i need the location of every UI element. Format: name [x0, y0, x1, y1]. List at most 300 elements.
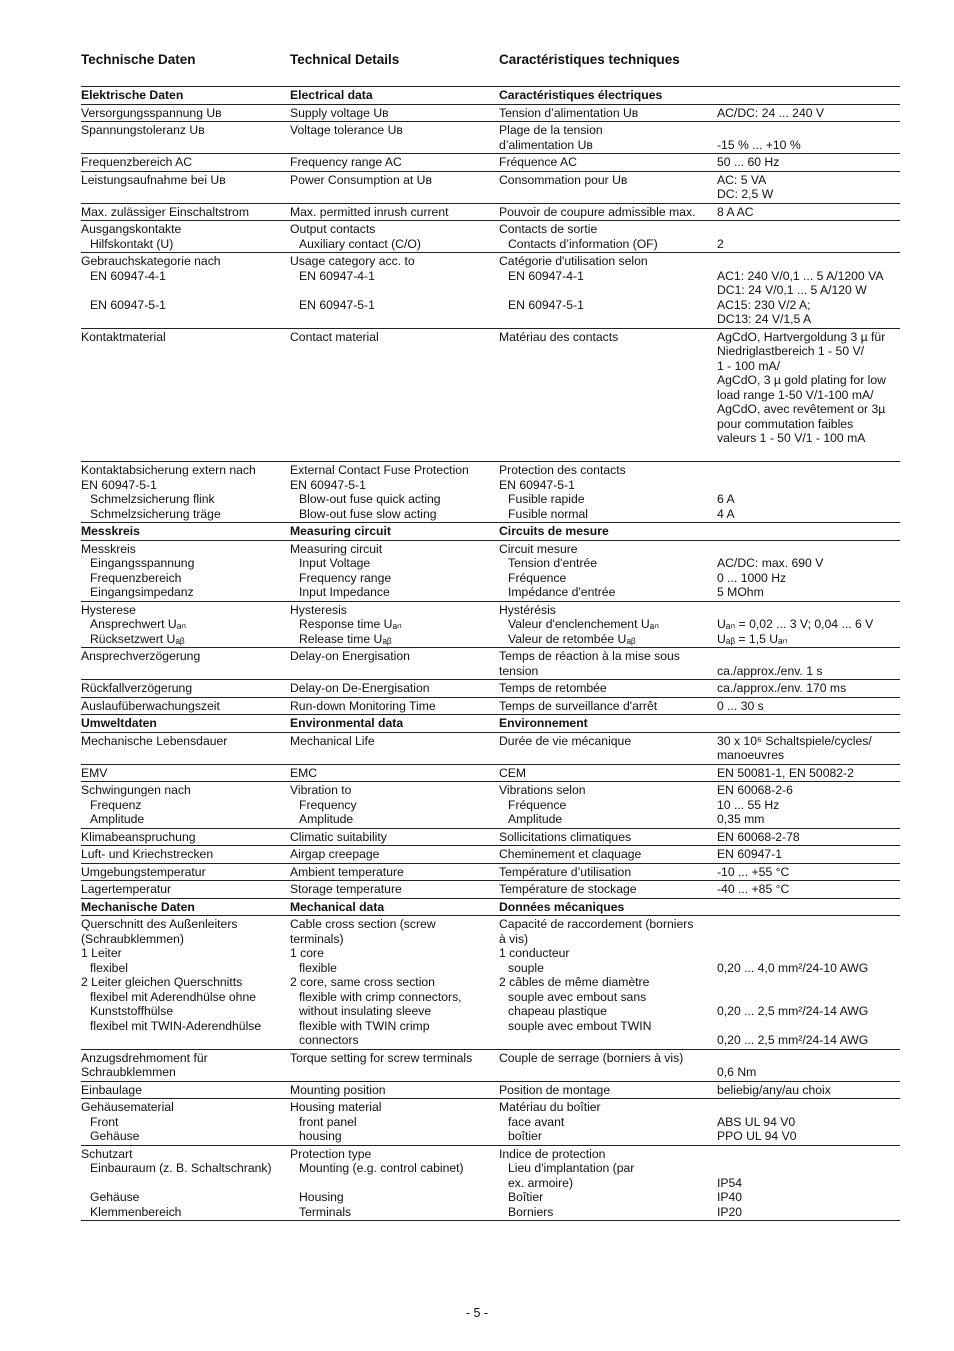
cell-line: Tension d'entrée	[508, 556, 598, 570]
cell-line: ca./approx./env. 170 ms	[717, 681, 847, 695]
cell-value	[717, 648, 900, 680]
table-row	[81, 846, 900, 864]
table-row	[81, 540, 900, 601]
cell-line: AgCdO, Hartvergoldung 3 µ für	[717, 329, 886, 344]
cell-fr	[499, 916, 717, 1050]
cell-line: Sollicitations climatiques	[499, 829, 632, 844]
cell-line: 0,35 mm	[717, 812, 765, 826]
cell-line: Couple de serrage (borniers à vis)	[499, 1050, 684, 1065]
cell-line: Torque setting for screw terminals	[290, 1050, 473, 1065]
cell-fr	[499, 122, 717, 154]
cell-value	[717, 203, 900, 221]
cell-line: Temps de surveillance d'arrêt	[499, 698, 658, 713]
cell-line	[717, 716, 900, 731]
cell-value	[717, 540, 900, 601]
cell-line: 0,20 ... 2,5 mm²/24-14 AWG	[717, 1033, 869, 1047]
cell-fr	[499, 1049, 717, 1081]
cell-line: Gebrauchskategorie nach	[81, 254, 221, 268]
cell-line: souple	[508, 960, 544, 975]
cell-line: Spannungstoleranz Uʙ	[81, 123, 205, 137]
cell-en	[290, 462, 499, 523]
table-row	[81, 680, 900, 698]
table-row	[81, 881, 900, 899]
cell-value	[717, 697, 900, 715]
cell-line	[717, 932, 900, 947]
cell-line: 0,6 Nm	[717, 1065, 757, 1079]
cell-line: 2 câbles de même diamètre	[499, 975, 650, 989]
cell-line: Mechanical Life	[290, 733, 375, 748]
cell-line	[717, 524, 900, 539]
cell-line: EN 60947-4-1	[299, 268, 375, 283]
cell-line: Auslaufüberwachungszeit	[81, 698, 220, 713]
cell-line	[717, 254, 900, 269]
cell-de	[81, 916, 290, 1050]
table-row	[81, 221, 900, 253]
cell-line: Frequenzbereich AC	[81, 155, 193, 169]
cell-line: Electrical data	[290, 88, 373, 102]
cell-line: Response time Uₐₙ	[299, 617, 402, 631]
cell-line: chapeau plastique	[508, 1004, 607, 1018]
cell-line: Gehäusematerial	[81, 1100, 174, 1114]
cell-de	[81, 122, 290, 154]
cell-en	[290, 680, 499, 698]
cell-line: EN 60947-4-1	[508, 268, 584, 283]
cell-line	[290, 283, 499, 298]
cell-fr	[499, 171, 717, 203]
cell-de	[81, 253, 290, 329]
cell-line	[717, 1051, 900, 1066]
cell-fr	[499, 462, 717, 523]
cell-line: 2 core, same cross section	[290, 975, 435, 989]
cell-value	[717, 328, 900, 462]
cell-line	[717, 123, 900, 138]
cell-fr	[499, 1081, 717, 1099]
cell-line	[717, 1100, 900, 1115]
cell-de	[81, 782, 290, 829]
cell-line: Frequency	[299, 797, 357, 812]
cell-line: Frequenzbereich	[90, 570, 182, 585]
table-row	[81, 328, 900, 462]
cell-line	[717, 1161, 900, 1176]
cell-line: DC: 2,5 W	[717, 187, 774, 201]
cell-line: 2 Leiter gleichen Querschnitts	[81, 975, 243, 989]
cell-de	[81, 881, 290, 899]
cell-line: 2	[717, 236, 724, 251]
cell-de	[81, 1145, 290, 1221]
section-row	[81, 715, 900, 733]
cell-line: ca./approx./env. 1 s	[717, 663, 823, 678]
cell-line: manoeuvres	[717, 748, 785, 762]
cell-line	[717, 975, 900, 990]
page-number: - 5 -	[465, 1306, 489, 1320]
table-row	[81, 1081, 900, 1099]
cell-line: Umgebungstemperatur	[81, 864, 206, 879]
cell-value	[717, 898, 900, 916]
cell-line: souple avec embout sans	[508, 989, 647, 1004]
cell-line: d’alimentation Uʙ	[499, 137, 593, 152]
cell-line: Auxiliary contact (C/O)	[299, 236, 421, 251]
cell-line	[717, 900, 900, 915]
cell-line: EN 60947-5-1	[81, 477, 157, 492]
cell-line: IP54	[717, 1175, 743, 1190]
cell-line: Ambient temperature	[290, 864, 404, 879]
cell-line: Messkreis	[81, 541, 136, 556]
cell-line: Pouvoir de coupure admissible max.	[499, 204, 696, 219]
cell-line: Mechanische Lebensdauer	[81, 733, 228, 748]
cell-line: 1 conducteur	[499, 946, 570, 960]
cell-line: Amplitude	[90, 812, 145, 826]
cell-line: Schwingungen nach	[81, 783, 191, 797]
cell-en	[290, 523, 499, 541]
cell-fr	[499, 648, 717, 680]
cell-fr	[499, 782, 717, 829]
cell-line: Schutzart	[81, 1146, 133, 1161]
cell-line: Fusible normal	[508, 506, 588, 521]
cell-line: Matériau du boîtier	[499, 1100, 601, 1114]
cell-fr	[499, 328, 717, 462]
cell-line: load range 1-50 V/1-100 mA/	[717, 387, 874, 402]
table-row	[81, 122, 900, 154]
cell-line: Circuits de mesure	[499, 524, 609, 538]
table-row	[81, 171, 900, 203]
table-row	[81, 648, 900, 680]
cell-line: Input Voltage	[299, 556, 371, 570]
table-row	[81, 764, 900, 782]
cell-en	[290, 601, 499, 648]
cell-line: Vibration to	[290, 783, 352, 797]
cell-en	[290, 540, 499, 601]
cell-line: Schmelzsicherung träge	[90, 506, 221, 521]
cell-line: Kunststoffhülse	[90, 1004, 174, 1018]
cell-en	[290, 1145, 499, 1221]
cell-line: Einbaulage	[81, 1082, 142, 1097]
cell-line: CEM	[499, 765, 527, 780]
cell-line: Airgap creepage	[290, 847, 380, 861]
technical-data-table	[81, 86, 900, 1221]
cell-line: Delay-on Energisation	[290, 649, 410, 663]
section-row	[81, 87, 900, 105]
cell-line: pour commutation faibles	[717, 416, 854, 431]
cell-line: Durée de vie mécanique	[499, 733, 632, 748]
cell-line: tension	[499, 663, 539, 678]
cell-line: EN 60947-5-1	[508, 297, 584, 312]
cell-value	[717, 782, 900, 829]
cell-value	[717, 732, 900, 764]
cell-value	[717, 601, 900, 648]
cell-line: Messkreis	[81, 524, 140, 538]
cell-line: 8 A AC	[717, 204, 754, 219]
cell-line: AC/DC: max. 690 V	[717, 556, 824, 570]
cell-line: Frequenz	[90, 797, 142, 812]
cell-en	[290, 881, 499, 899]
cell-line: PPO UL 94 V0	[717, 1129, 797, 1143]
cell-fr	[499, 863, 717, 881]
cell-line: Umweltdaten	[81, 716, 157, 730]
cell-line: Circuit mesure	[499, 541, 578, 556]
cell-line: Contact material	[290, 329, 379, 344]
cell-line: EN 60068-2-6	[717, 783, 793, 797]
cell-line: 50 ... 60 Hz	[717, 155, 780, 169]
cell-line: EMC	[290, 765, 318, 780]
cell-value	[717, 1049, 900, 1081]
cell-fr	[499, 715, 717, 733]
cell-line: Température d’utilisation	[499, 864, 632, 879]
cell-line: souple avec embout TWIN	[508, 1018, 652, 1033]
cell-line: DC1: 24 V/0,1 ... 5 A/120 W	[717, 283, 867, 297]
cell-line: Rückfallverzögerung	[81, 681, 193, 695]
cell-de	[81, 680, 290, 698]
cell-en	[290, 1049, 499, 1081]
cell-line: 4 A	[717, 506, 735, 521]
cell-line: Boîtier	[508, 1190, 544, 1204]
cell-fr	[499, 221, 717, 253]
cell-de	[81, 462, 290, 523]
cell-line: Klemmenbereich	[90, 1204, 182, 1219]
cell-en	[290, 104, 499, 122]
cell-line: Usage category acc. to	[290, 254, 415, 268]
cell-de	[81, 863, 290, 881]
cell-line: Uₐᵦ = 1,5 Uₐₙ	[717, 631, 788, 646]
section-row	[81, 523, 900, 541]
cell-line: Données mécaniques	[499, 899, 625, 914]
cell-line: 10 ... 55 Hz	[717, 797, 780, 812]
cell-line: Querschnitt des Außenleiters	[81, 917, 238, 931]
cell-line: EN 60947-5-1	[90, 297, 166, 312]
cell-value	[717, 122, 900, 154]
cell-line: boîtier	[508, 1129, 542, 1143]
cell-en	[290, 697, 499, 715]
cell-line: Hysterese	[81, 602, 136, 617]
cell-fr	[499, 732, 717, 764]
cell-line: 1 Leiter	[81, 946, 122, 960]
cell-line: Consommation pour Uʙ	[499, 172, 628, 187]
cell-de	[81, 828, 290, 846]
cell-line: Schmelzsicherung flink	[90, 492, 215, 506]
cell-line: EN 60947-5-1	[299, 297, 375, 312]
cell-de	[81, 764, 290, 782]
cell-line: Leistungsaufnahme bei Uʙ	[81, 172, 226, 187]
cell-line: AgCdO, avec revêtement or 3µ	[717, 402, 886, 416]
cell-en	[290, 203, 499, 221]
cell-line: Gehäuse	[90, 1129, 140, 1143]
table-row	[81, 697, 900, 715]
cell-line: Catégorie d'utilisation selon	[499, 254, 648, 268]
table-row	[81, 1049, 900, 1081]
cell-line: Température de stockage	[499, 882, 637, 896]
cell-de	[81, 171, 290, 203]
table-row	[81, 1145, 900, 1221]
cell-de	[81, 898, 290, 916]
cell-line: AC15: 230 V/2 A;	[717, 297, 811, 312]
cell-line: Contacts de sortie	[499, 222, 598, 236]
cell-de	[81, 732, 290, 764]
cell-line: -15 % ... +10 %	[717, 137, 801, 152]
cell-line	[717, 478, 900, 493]
cell-line: Release time Uₐᵦ	[299, 631, 392, 646]
cell-line: connectors	[299, 1033, 359, 1047]
cell-line: Klimabeanspruchung	[81, 829, 196, 844]
cell-line: Hilfskontakt (U)	[90, 236, 174, 251]
cell-value	[717, 221, 900, 253]
cell-value	[717, 916, 900, 1050]
cell-line: AgCdO, 3 µ gold plating for low	[717, 373, 886, 387]
table-row	[81, 154, 900, 172]
table-row	[81, 462, 900, 523]
cell-line: IP20	[717, 1204, 743, 1219]
cell-line: Run-down Monitoring Time	[290, 698, 436, 713]
cell-line	[717, 446, 900, 461]
cell-de	[81, 328, 290, 462]
cell-value	[717, 680, 900, 698]
cell-line	[81, 283, 290, 298]
cell-line	[717, 603, 900, 618]
cell-en	[290, 715, 499, 733]
cell-fr	[499, 253, 717, 329]
cell-line: Cheminement et claquage	[499, 847, 642, 861]
cell-line: Tension d’alimentation Uʙ	[499, 105, 639, 120]
cell-line: ex. armoire)	[508, 1175, 574, 1190]
cell-line: Hystérésis	[499, 602, 556, 617]
cell-value	[717, 846, 900, 864]
cell-line: Output contacts	[290, 222, 376, 236]
cell-line: Einbauraum (z. B. Schaltschrank)	[90, 1161, 272, 1175]
cell-line: ABS UL 94 V0	[717, 1114, 796, 1129]
cell-en	[290, 782, 499, 829]
cell-line: Uₐₙ = 0,02 ... 3 V; 0,04 ... 6 V	[717, 617, 874, 631]
cell-fr	[499, 697, 717, 715]
cell-line: 0 ... 1000 Hz	[717, 570, 787, 585]
cell-line: -40 ... +85 °C	[717, 882, 790, 896]
cell-line: AC/DC: 24 ... 240 V	[717, 105, 825, 120]
cell-line: Fréquence AC	[499, 155, 577, 169]
cell-line: Housing	[299, 1190, 344, 1204]
cell-en	[290, 87, 499, 105]
cell-value	[717, 863, 900, 881]
table-row	[81, 1099, 900, 1146]
cell-line: flexible with crimp connectors,	[299, 989, 462, 1004]
cell-line: Position de montage	[499, 1082, 611, 1097]
cell-value	[717, 523, 900, 541]
cell-value	[717, 828, 900, 846]
cell-line: 5 MOhm	[717, 585, 764, 599]
cell-line: Ansprechverzögerung	[81, 649, 201, 663]
cell-line: External Contact Fuse Protection	[290, 463, 469, 477]
cell-en	[290, 1081, 499, 1099]
cell-line: Ausgangskontakte	[81, 222, 182, 236]
cell-line: EN 60947-4-1	[90, 268, 166, 283]
cell-line: Protection type	[290, 1146, 372, 1161]
cell-line: Ansprechwert Uₐₙ	[90, 617, 187, 631]
cell-line: EMV	[81, 765, 108, 780]
cell-fr	[499, 540, 717, 601]
cell-line: Contacts d’information (OF)	[508, 236, 658, 251]
table-row	[81, 782, 900, 829]
cell-line: Environnement	[499, 716, 588, 730]
cell-line: -10 ... +55 °C	[717, 864, 790, 879]
cell-line	[717, 649, 900, 664]
cell-fr	[499, 881, 717, 899]
cell-fr	[499, 1145, 717, 1221]
cell-line: Cable cross section (screw	[290, 917, 436, 931]
cell-fr	[499, 764, 717, 782]
header-en: Technical Details	[290, 52, 400, 67]
cell-de	[81, 601, 290, 648]
cell-de	[81, 715, 290, 733]
cell-line: Blow-out fuse slow acting	[299, 506, 437, 521]
cell-de	[81, 846, 290, 864]
cell-line: Caractéristiques électriques	[499, 88, 663, 102]
cell-line: Lieu d'implantation (par	[508, 1161, 635, 1175]
cell-line: Blow-out fuse quick acting	[299, 492, 441, 506]
cell-line: Valeur de retombée Uₐᵦ	[508, 631, 636, 646]
cell-line: Fréquence	[508, 570, 567, 585]
cell-line: Voltage tolerance Uʙ	[290, 123, 403, 137]
cell-line: Temps de retombée	[499, 681, 607, 695]
cell-line: 6 A	[717, 492, 735, 506]
cell-line	[81, 1176, 290, 1191]
cell-line: flexible	[299, 960, 337, 975]
cell-line: Matériau des contacts	[499, 329, 619, 344]
cell-fr	[499, 203, 717, 221]
cell-en	[290, 898, 499, 916]
header-fr: Caractéristiques techniques	[499, 52, 680, 67]
cell-line: Front	[90, 1114, 119, 1129]
cell-line	[499, 283, 717, 298]
cell-de	[81, 540, 290, 601]
cell-en	[290, 916, 499, 1050]
cell-line: Frequency range	[299, 570, 392, 585]
cell-line: without insulating sleeve	[299, 1004, 432, 1018]
cell-en	[290, 828, 499, 846]
cell-fr	[499, 828, 717, 846]
cell-value	[717, 881, 900, 899]
cell-line: 30 x 10⁶ Schaltspiele/cycles/	[717, 733, 872, 748]
cell-line: Amplitude	[508, 812, 563, 826]
cell-line: Gehäuse	[90, 1190, 140, 1204]
cell-en	[290, 863, 499, 881]
cell-line: Amplitude	[299, 812, 354, 826]
cell-value	[717, 764, 900, 782]
cell-de	[81, 648, 290, 680]
cell-line: housing	[299, 1129, 342, 1143]
cell-line: DC13: 24 V/1,5 A	[717, 312, 812, 326]
cell-line: Capacité de raccordement (borniers	[499, 917, 694, 931]
cell-line: EN 60947-1	[717, 847, 783, 861]
cell-line: valeurs 1 - 50 V/1 - 100 mA	[717, 431, 866, 445]
cell-line	[717, 463, 900, 478]
cell-line: 0 ... 30 s	[717, 698, 764, 713]
cell-de	[81, 1081, 290, 1099]
cell-line: Niedriglastbereich 1 - 50 V/	[717, 344, 864, 358]
cell-line: terminals)	[290, 931, 344, 946]
cell-value	[717, 715, 900, 733]
cell-en	[290, 732, 499, 764]
table-row	[81, 732, 900, 764]
cell-line: EN 60947-5-1	[499, 477, 575, 492]
cell-line: AC1: 240 V/0,1 ... 5 A/1200 VA	[717, 268, 884, 283]
cell-line: Storage temperature	[290, 882, 402, 896]
cell-line: AC: 5 VA	[717, 172, 767, 187]
cell-line: (Schraubklemmen)	[81, 931, 184, 946]
cell-line: Elektrische Daten	[81, 88, 184, 102]
table-row	[81, 104, 900, 122]
table-row	[81, 253, 900, 329]
cell-line: flexibel	[90, 960, 128, 975]
cell-line	[717, 990, 900, 1005]
cell-line: EN 50081-1, EN 50082-2	[717, 765, 854, 780]
cell-line: Impédance d'entrée	[508, 585, 616, 599]
cell-line	[717, 1147, 900, 1162]
